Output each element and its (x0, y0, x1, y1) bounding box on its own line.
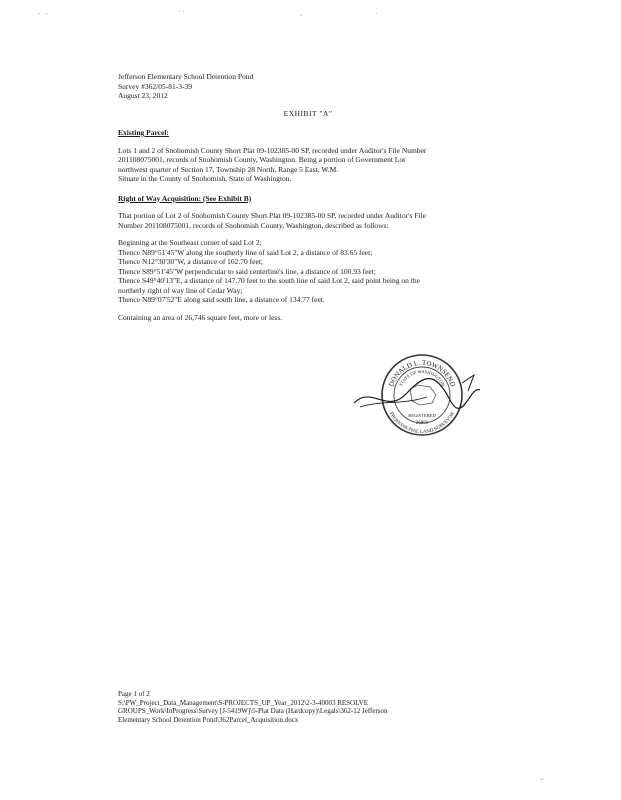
page-number: Page 1 of 2 (118, 690, 150, 698)
existing-parcel-line: 201108075001, records of Snohomish County, Washington. Being a portion of Government Lot (118, 155, 406, 164)
header-project: Jefferson Elementary School Detention Pond (118, 72, 254, 81)
row-intro (118, 211, 498, 230)
beginning-line: Beginning at the Southeast corner of said Lot 2; (118, 238, 262, 247)
scan-noise: · (375, 10, 378, 18)
course-line: Thence N89°07'52"E along said south line, a distance of 134.77 feet. (118, 295, 325, 304)
existing-parcel-line: Lots 1 and 2 of Snohomish County Short Plat 09-102385-00 SP, recorded under Auditor's File Number (118, 145, 427, 155)
signature-scrawl (360, 397, 427, 407)
course-line: Thence S49°40'13"E, a distance of 147.70 feet to the south line of said Lot 2, said point being on the (118, 276, 420, 285)
document-header (118, 72, 498, 101)
document-footer (118, 690, 478, 724)
seal-emblem (410, 385, 436, 405)
scan-noise: · · (38, 10, 48, 18)
existing-parcel-heading: Existing Parcel: (118, 128, 169, 137)
row-acquisition-heading (118, 194, 498, 204)
header-survey-number: Survey #362/05-81-3-39 (118, 81, 192, 91)
row-courses (118, 238, 498, 305)
scan-noise: – (540, 775, 544, 783)
surveyor-seal (352, 345, 482, 445)
course-line: northerly right of way line of Cedar Way; (118, 285, 243, 295)
seal-profession: PROFESSIONAL LAND SURVEYOR (387, 411, 457, 436)
row-intro-line: Number 201108075001, records of Snohomish County, Washington, described as follows: (118, 220, 389, 230)
course-line: Thence S89°51'45"W perpendicular to said centerline's line, a distance of 100.93 feet; (118, 266, 376, 276)
seal-name: DONALD L. TOWNSEND (387, 358, 457, 388)
signature-scrawl (462, 375, 474, 391)
seal-number: 26960 (415, 421, 429, 426)
file-path-line: Elementary School Detention Pond\362Parcel_Acquisition.docx (118, 715, 299, 724)
row-intro-line: That portion of Lot 2 of Snohomish County Short Plat 09-102385-00 SP, recorded under Auditor's File (118, 211, 427, 220)
header-date: August 23, 2012 (118, 91, 168, 100)
legal-description (118, 72, 498, 322)
row-acquisition-title: Right of Way Acquisition: (118, 193, 202, 203)
existing-parcel-text (118, 146, 498, 184)
existing-parcel-line: Situate in the County of Snohomish, State of Washington. (118, 174, 292, 183)
file-path-line: GROUPS_Work\InProgress\Survey [J-5419W]\5-Plat Data (Hardcopy)\Legals\362-12 Jefferson (118, 707, 388, 715)
course-line: Thence N89°51'45"W along the southerly line of said Lot 2, a distance of 83.65 feet; (118, 247, 373, 257)
containing-area: Containing an area of 26,746 square feet, more or less. (118, 312, 283, 322)
course-line: Thence N12°30'30"W, a distance of 162.70 feet; (118, 257, 264, 266)
seal-state: STATE OF WASHINGTON (398, 368, 446, 387)
seal-registered: REGISTERED (408, 413, 436, 418)
see-exhibit-note: (See Exhibit B) (202, 193, 252, 203)
exhibit-title: EXHIBIT "A" (283, 108, 333, 118)
existing-parcel-line: northwest quarter of Section 17, Township 28 North, Range 5 East, W.M. (118, 164, 339, 174)
scan-noise: · (300, 12, 303, 20)
scan-noise: · · (178, 8, 185, 16)
file-path-line: S:\PW_Project_Data_Management\S-PROJECTS_UP_Year_2012\2-3-40003 RESOLVE (118, 698, 369, 707)
